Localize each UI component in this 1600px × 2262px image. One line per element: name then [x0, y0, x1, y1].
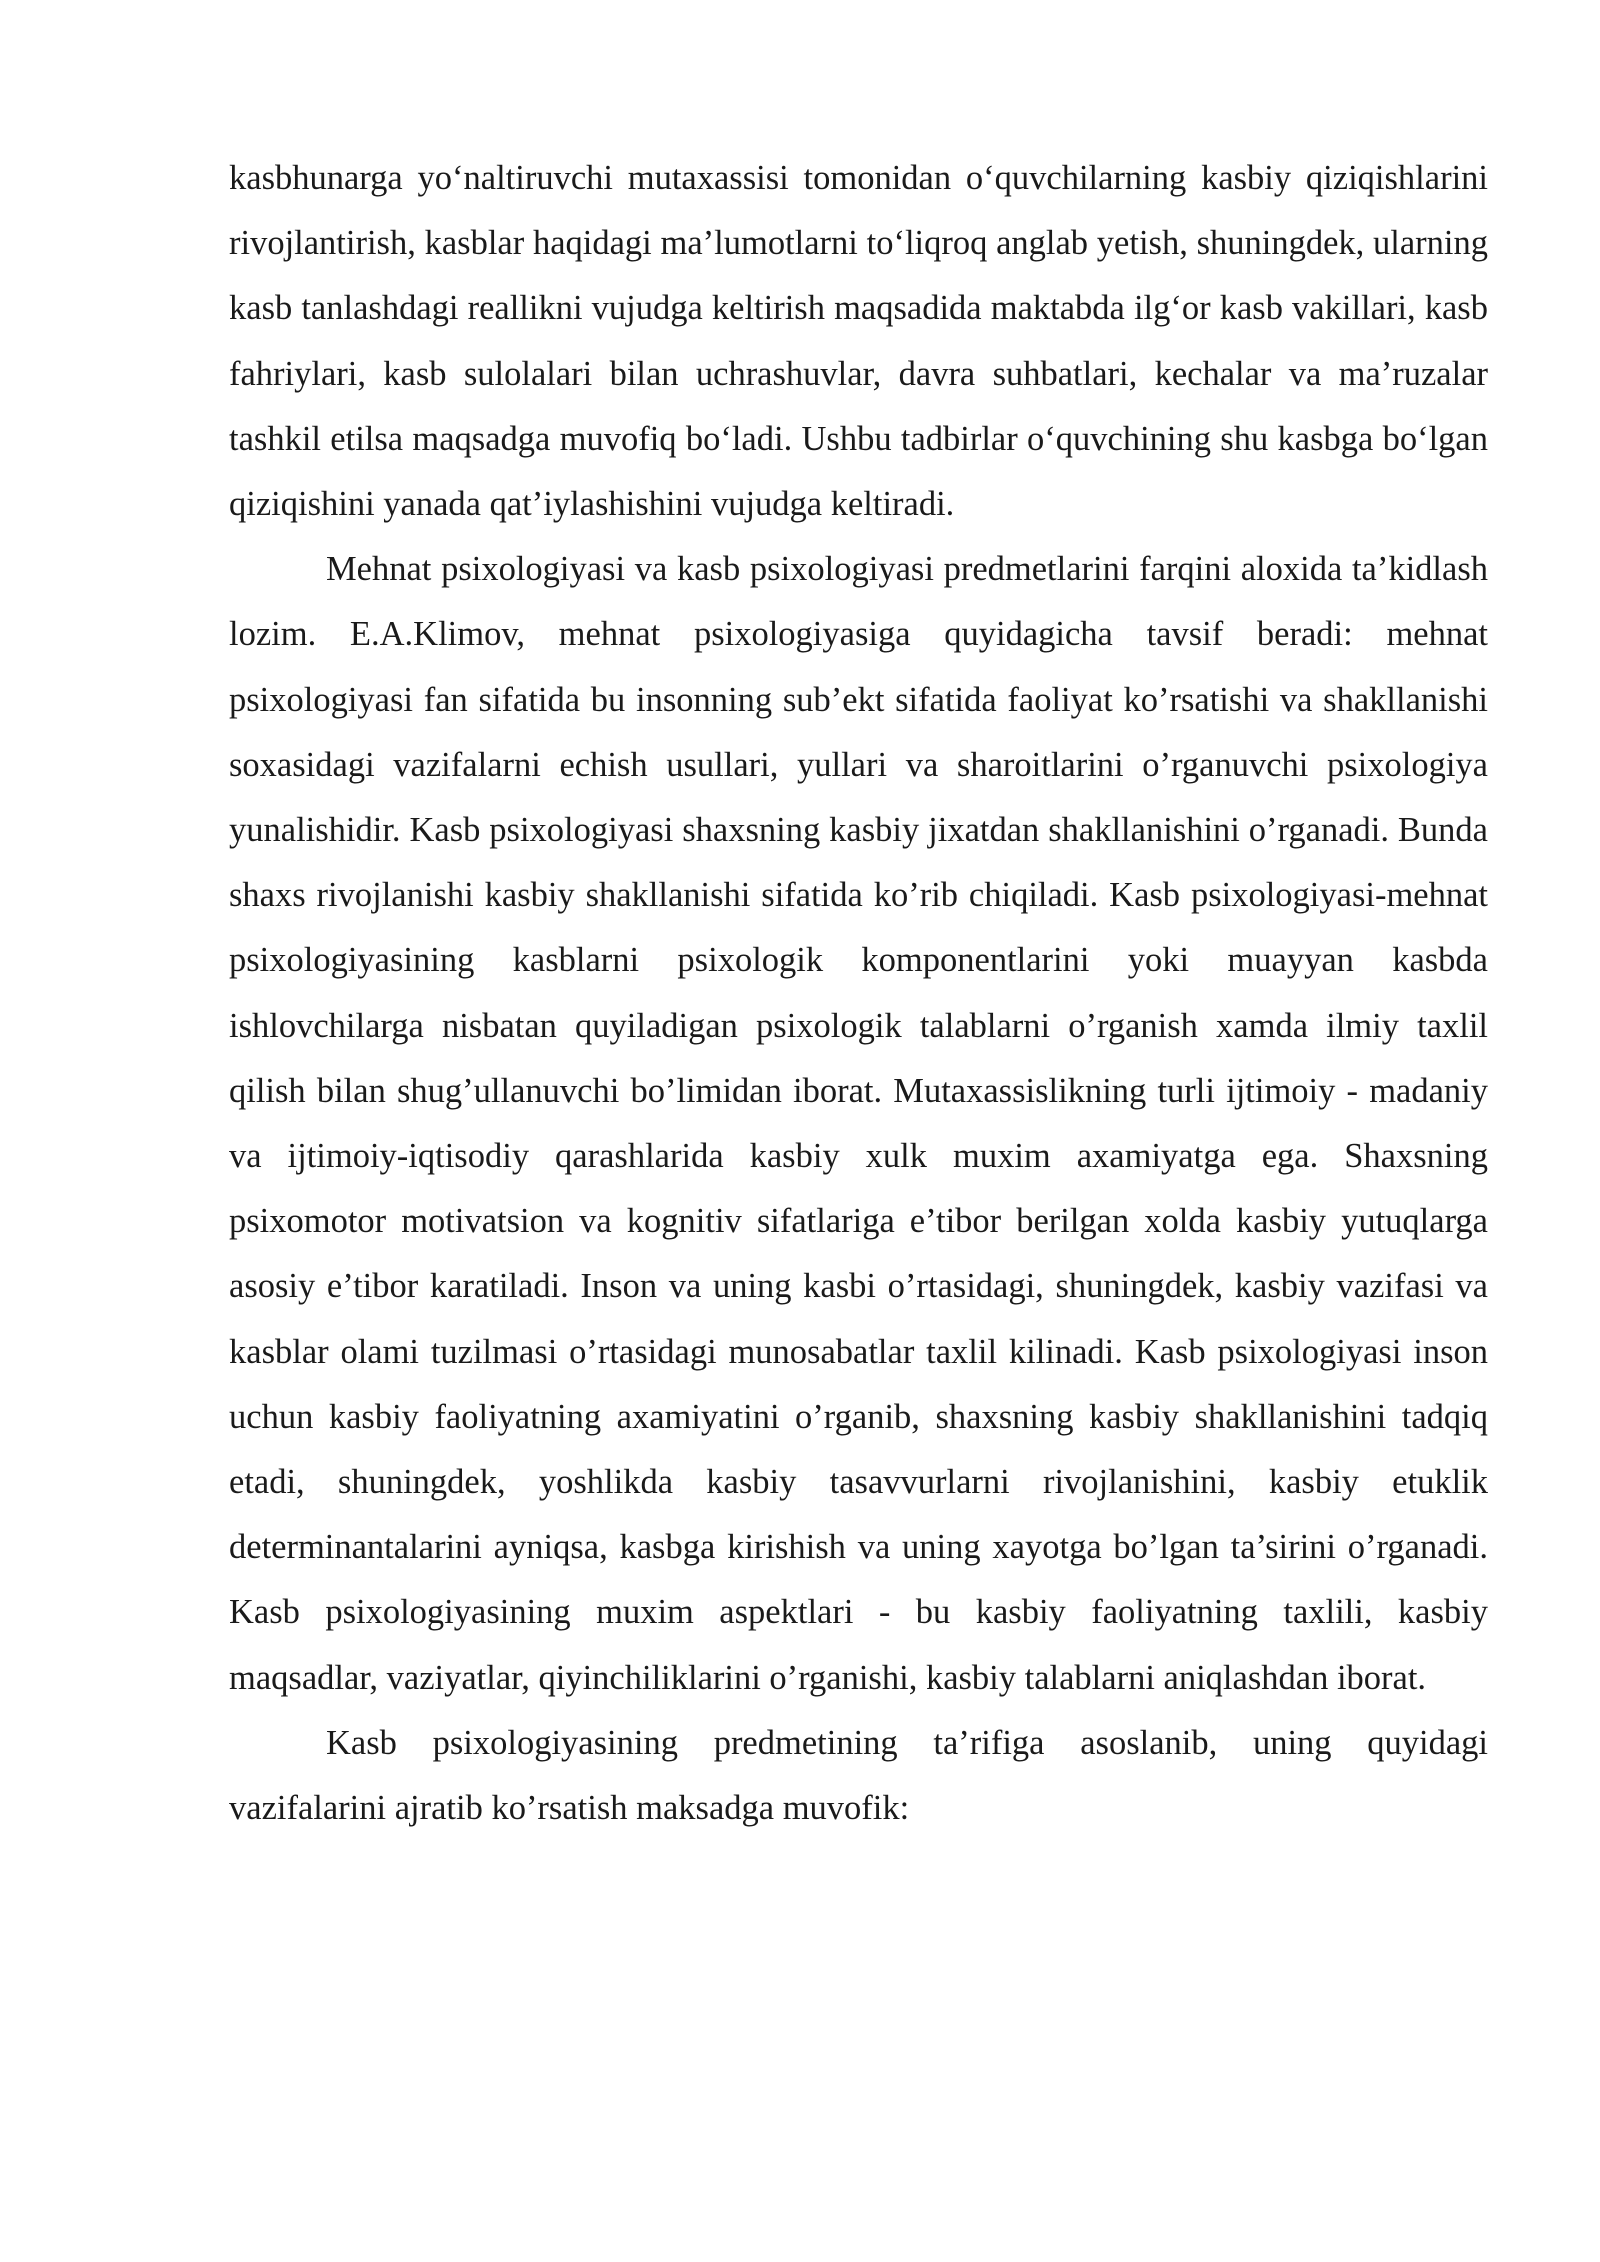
paragraph-1: kasbhunarga yo‘naltiruvchi mutaxassisi tomonidan o‘quvchilarning kasbiy qiziqishlarini rivojlantirish, kasblar haqidagi ma’lumotlarni to‘liqroq anglab yetish, shuningdek, ularning kasb tanlashdagi reallikni vujudga keltirish maqsadida maktabda ilg‘or kasb vakillari, kasb fahriylari, kasb sulolalari bilan uchrashuvlar, davra suhbatlari, kechalar va ma’ruzalar tashkil etilsa maqsadga muvofiq bo‘ladi. Ushbu tadbirlar o‘quvchining shu kasbga bo‘lgan qiziqishini yanada qat’iylashishini vujudga keltiradi.: [229, 159, 1488, 524]
paragraph-2: Mehnat psixologiyasi va kasb psixologiyasi predmetlarini farqini aloxida ta’kidlash lozim. E.A.Klimov, mehnat psixologiyasiga quyidagicha tavsif beradi: mehnat psixologiyasi fan sifatida bu insonning sub’ekt sifatida faoliyat ko’rsatishi va shakllanishi soxasidagi vazifalarni echish usullari, yullari va sharoitlarini o’rganuvchi psixologiya yunalishidir. Kasb psixologiyasi shaxsning kasbiy jixatdan shakllanishini o’rganadi. Bunda shaxs rivojlanishi kasbiy shakllanishi sifatida ko’rib chiqiladi. Kasb psixologiyasi-mehnat psixologiyasining kasblarni psixologik komponentlarini yoki muayyan kasbda ishlovchilarga nisbatan quyiladigan psixologik talablarni o’rganish xamda ilmiy taxlil qilish bilan shug’ullanuvchi bo’limidan iborat. Mutaxassislikning turli ijtimoiy - madaniy va ijtimoiy-iqtisodiy qarashlarida kasbiy xulk muxim axamiyatga ega. Shaxsning psixomotor motivatsion va kognitiv sifatlariga e’tibor berilgan xolda kasbiy yutuqlarga asosiy e’tibor karatiladi. Inson va uning kasbi o’rtasidagi, shuningdek, kasbiy vazifasi va kasblar olami tuzilmasi o’rtasidagi munosabatlar taxlil kilinadi. Kasb psixologiyasi inson uchun kasbiy faoliyatning axamiyatini o’rganib, shaxsning kasbiy shakllanishini tadqiq etadi, shuningdek, yoshlikda kasbiy tasavvurlarni rivojlanishini, kasbiy etuklik determinantalarini ayniqsa, kasbga kirishish va uning xayotga bo’lgan ta’sirini o’rganadi. Kasb psixologiyasining muxim aspektlari - bu kasbiy faoliyatning taxlili, kasbiy maqsadlar, vaziyatlar, qiyinchiliklarini o’rganishi, kasbiy talablarni aniqlashdan iborat.: [229, 550, 1488, 1697]
paragraph-3: Kasb psixologiyasining predmetining ta’rifiga asoslanib, uning quyidagi vazifalarini ajratib ko’rsatish maksadga muvofik:: [229, 1723, 1488, 1828]
document-body: [229, 146, 1488, 1841]
